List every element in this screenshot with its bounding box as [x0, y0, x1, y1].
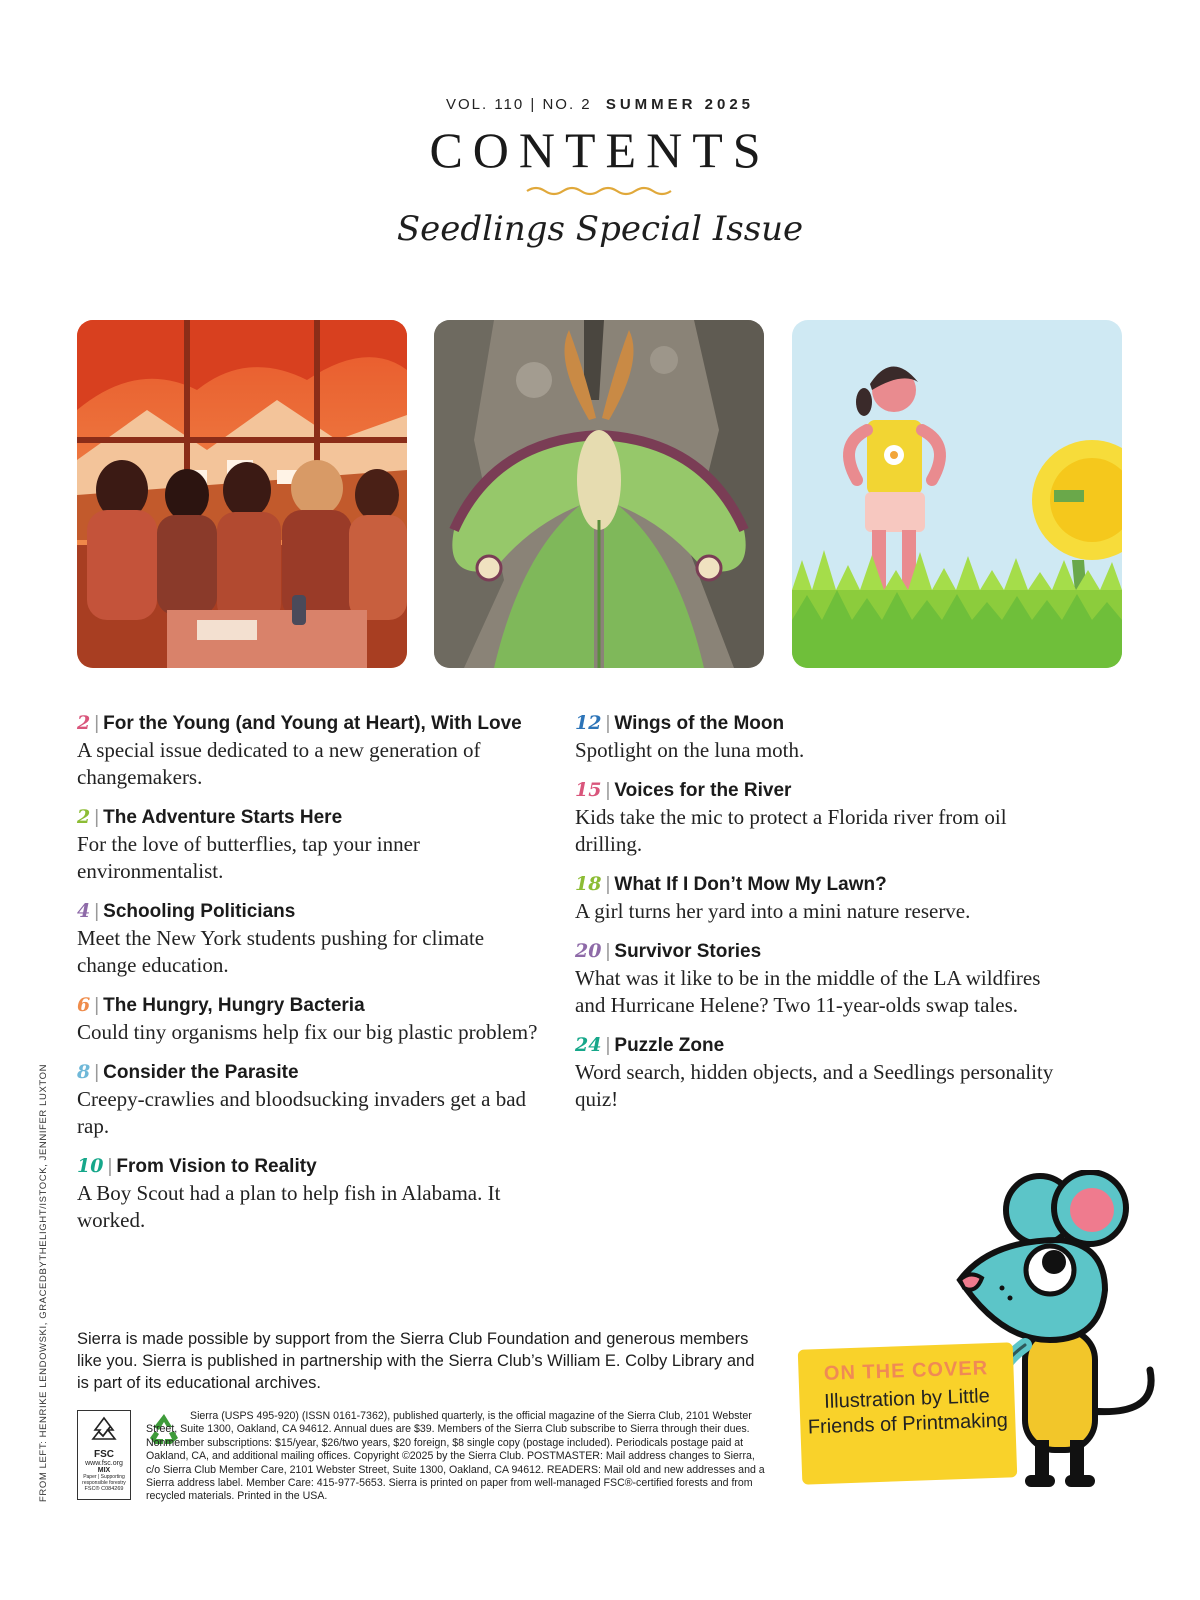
photo-credit: FROM LEFT: HENRIKE LENDOWSKI, GRACEDBYTHELIGHT/ISTOCK, JENNIFER LUXTON [38, 1063, 49, 1502]
separator: | [94, 901, 100, 922]
fsc-claim: Paper | Supporting responsible forestry [82, 1474, 126, 1486]
masthead [0, 96, 1200, 249]
photo-luna-moth [434, 320, 764, 668]
tree-check-icon [89, 1415, 119, 1445]
article-description: Could tiny organisms help fix our big plastic problem? [77, 1020, 538, 1044]
toc-left-column [77, 710, 547, 1247]
article-title: Puzzle Zone [614, 1035, 725, 1056]
page-title: CONTENTS [429, 122, 771, 178]
article-description: What was it like to be in the middle of the LA wildfires and Hurricane Helene? Two 11-year-olds swap tales. [575, 966, 1041, 1017]
page-number: 6 [77, 994, 91, 1016]
separator: | [605, 713, 611, 734]
fsc-mix: MIX [97, 1467, 111, 1474]
publication-fine-print: Sierra (USPS 495-920) (ISSN 0161-7362), published quarterly, is the official magazine of the Sierra Club, 2101 Webster Street, Suite 1300, Oakland, CA 94612. Annual dues are $39. Members of the Sierra Club subscribe to Sierra through their dues. Nonmember subscriptions: $15/year, $26/two years, $20 foreign, $8 single copy (postage included). Periodicals postage paid at Oakland, CA, and additional mailing offices. Copyright ©2025 by the Sierra Club. POSTMASTER: Mail address changes to Sierra, c/o Sierra Club Member Care, 2101 Webster Street, Suite 1300, Oakland, CA 94612. READERS: Mail old and new addresses and a Sierra address label. Member Care: 415-977-5653. Sierra is printed on paper from well-managed FSC®-certified forests and from recycled materials. Printed in the USA. [146, 1410, 765, 1503]
issue-line [0, 96, 1200, 113]
toc-entry[interactable] [575, 938, 1055, 1019]
page-number: 20 [575, 940, 602, 962]
toc-entry[interactable] [77, 710, 547, 791]
article-title: Wings of the Moon [614, 713, 785, 734]
toc-entry[interactable] [575, 710, 1055, 764]
page-number: 15 [575, 779, 602, 801]
article-description: Kids take the mic to protect a Florida river from oil drilling. [575, 805, 1007, 856]
toc-entry[interactable] [77, 804, 547, 885]
toc-entry[interactable] [77, 1059, 547, 1140]
support-statement: Sierra is made possible by support from the Sierra Club Foundation and generous members like you. Sierra is published in partnership with the Sierra Club’s William E. Colby Library and is part of its educational archives. [77, 1330, 755, 1392]
article-title: Voices for the River [614, 780, 792, 801]
page-number: 8 [77, 1061, 91, 1083]
special-issue-heading: Seedlings Special Issue [396, 209, 804, 249]
article-description: A special issue dedicated to a new generation of changemakers. [77, 738, 481, 789]
article-title: What If I Don’t Mow My Lawn? [614, 874, 887, 895]
on-the-cover-box [798, 1342, 1018, 1484]
fsc-logo [77, 1410, 131, 1500]
fsc-label: FSC [94, 1449, 114, 1460]
page-number: 4 [77, 900, 91, 922]
article-description: Word search, hidden objects, and a Seedlings personality quiz! [575, 1060, 1054, 1111]
cover-heading: ON THE COVER [823, 1357, 989, 1385]
toc-entry[interactable] [575, 871, 1055, 925]
fsc-code: FSC® C084269 [84, 1486, 124, 1492]
page-number: 10 [77, 1155, 104, 1177]
page-number: 18 [575, 873, 602, 895]
article-title: For the Young (and Young at Heart), With Love [103, 713, 522, 734]
article-description: Creepy-crawlies and bloodsucking invaders get a bad rap. [77, 1087, 527, 1138]
page-number: 12 [575, 712, 602, 734]
fsc-url: www.fsc.org [85, 1460, 123, 1467]
toc-entry[interactable] [575, 1032, 1055, 1113]
article-title: The Hungry, Hungry Bacteria [103, 995, 365, 1016]
separator: | [94, 807, 100, 828]
article-description: Spotlight on the luna moth. [575, 738, 805, 762]
article-title: Consider the Parasite [103, 1062, 299, 1083]
toc-entry[interactable] [77, 898, 547, 979]
separator: | [107, 1156, 113, 1177]
toc-entry[interactable] [77, 1153, 547, 1234]
photo-girl-illustration [792, 320, 1122, 668]
page-number: 2 [77, 806, 91, 828]
article-description: A girl turns her yard into a mini nature reserve. [575, 899, 971, 923]
decorative-squiggle [525, 185, 675, 197]
season: SUMMER 2025 [605, 96, 755, 113]
page-number: 2 [77, 712, 91, 734]
article-description: Meet the New York students pushing for climate change education. [77, 926, 485, 977]
toc-entry[interactable] [575, 777, 1055, 858]
article-title: From Vision to Reality [116, 1156, 317, 1177]
article-description: For the love of butterflies, tap your inner environmentalist. [77, 832, 420, 883]
volume-number: VOL. 110 | NO. 2 [445, 96, 592, 113]
separator: | [605, 941, 611, 962]
article-title: Schooling Politicians [103, 901, 296, 922]
separator: | [94, 995, 100, 1016]
separator: | [605, 780, 611, 801]
article-title: Survivor Stories [614, 941, 762, 962]
article-description: A Boy Scout had a plan to help fish in Alabama. It worked. [77, 1181, 501, 1232]
page-number: 24 [575, 1034, 602, 1056]
separator: | [94, 1062, 100, 1083]
separator: | [605, 874, 611, 895]
cover-credit: Illustration by Little Friends of Printmaking [807, 1385, 1009, 1439]
separator: | [94, 713, 100, 734]
toc-entry[interactable] [77, 992, 547, 1046]
photo-wildfire-illustration [77, 320, 407, 668]
toc-right-column [575, 710, 1055, 1126]
article-title: The Adventure Starts Here [103, 807, 343, 828]
separator: | [605, 1035, 611, 1056]
